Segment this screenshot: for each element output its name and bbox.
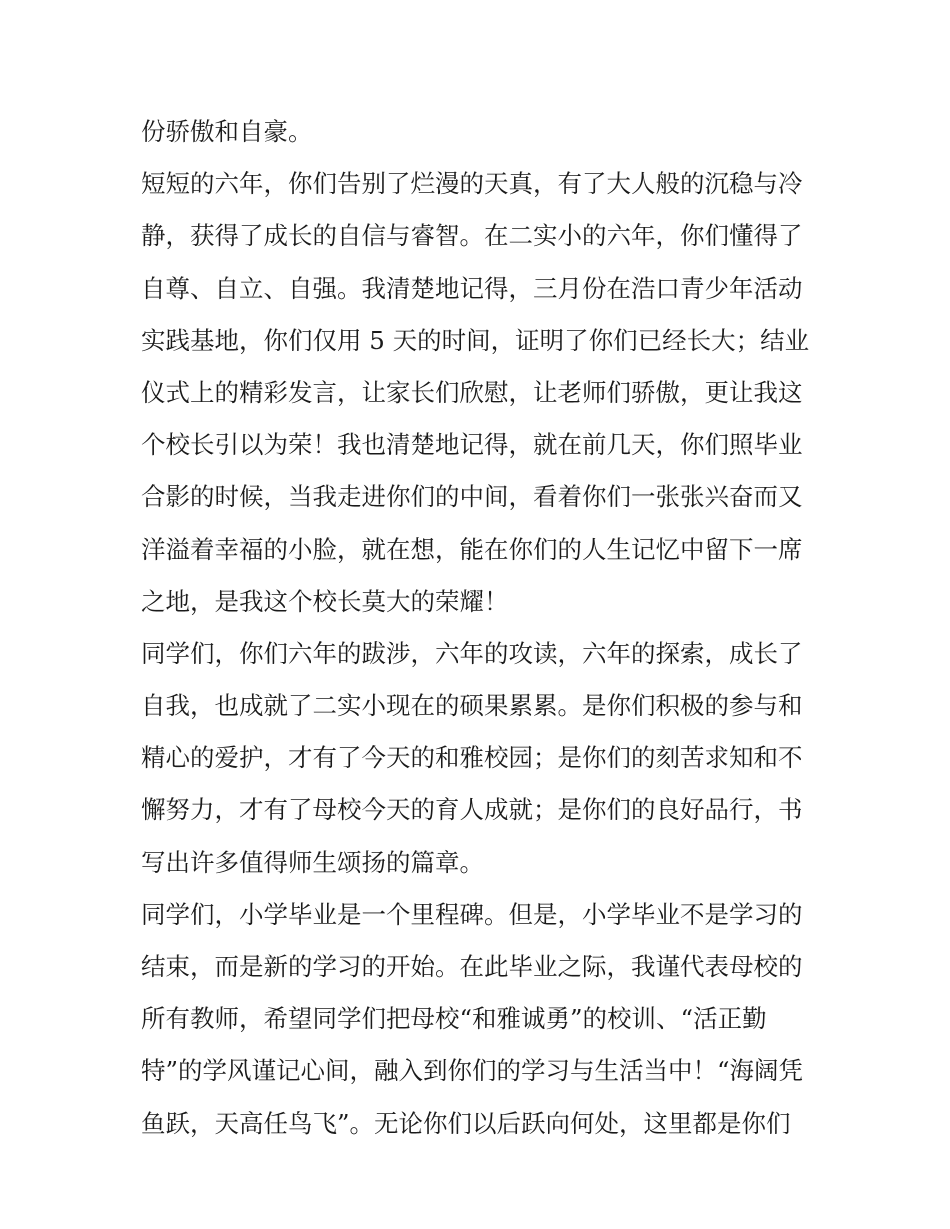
text-line: 自尊、自立、自强。我清楚地记得，三月份在浩口青少年活动 xyxy=(141,273,803,303)
text-line: 鱼跃，天高任鸟飞”。无论你们以后跃向何处，这里都是你们 xyxy=(141,1108,791,1138)
text-line: 实践基地，你们仅用 5 天的时间，证明了你们已经长大；结业 xyxy=(141,325,810,355)
text-line: 结束，而是新的学习的开始。在此毕业之际，我谨代表母校的 xyxy=(141,952,803,981)
text-line: 懈努力，才有了母校今天的育人成就；是你们的良好品行，书 xyxy=(141,795,803,825)
text-line: 同学们，小学毕业是一个里程碑。但是，小学毕业不是学习的 xyxy=(141,899,803,929)
text-line: 个校长引以为荣！我也清楚地记得，就在前几天，你们照毕业 xyxy=(141,430,803,460)
text-line: 仪式上的精彩发言，让家长们欣慰，让老师们骄傲，更让我这 xyxy=(141,377,803,407)
text-line: 洋溢着幸福的小脸，就在想，能在你们的人生记忆中留下一席 xyxy=(141,534,803,564)
text-line: 自我，也成就了二实小现在的硕果累累。是你们积极的参与和 xyxy=(141,691,803,721)
text-line: 所有教师，希望同学们把母校“和雅诚勇”的校训、“活正勤 xyxy=(141,1004,767,1034)
text-line: 合影的时候，当我走进你们的中间，看着你们一张张兴奋而又 xyxy=(141,482,803,512)
text-line: 短短的六年，你们告别了烂漫的天真，有了大人般的沉稳与冷 xyxy=(141,169,803,199)
text-line: 精心的爱护，才有了今天的和雅校园；是你们的刻苦求知和不 xyxy=(141,743,803,773)
text-line: 静，获得了成长的自信与睿智。在二实小的六年，你们懂得了 xyxy=(141,221,803,251)
text-line: 之地，是我这个校长莫大的荣耀！ xyxy=(141,586,509,616)
text-line: 写出许多值得师生颂扬的篇章。 xyxy=(141,847,484,877)
document-body xyxy=(141,106,821,1150)
text-line: 份骄傲和自豪。 xyxy=(141,117,313,146)
text-line: 同学们，你们六年的跋涉，六年的攻读，六年的探索，成长了 xyxy=(141,638,803,668)
text-line: 特”的学风谨记心间，融入到你们的学习与生活当中！“海阔凭 xyxy=(141,1056,804,1086)
